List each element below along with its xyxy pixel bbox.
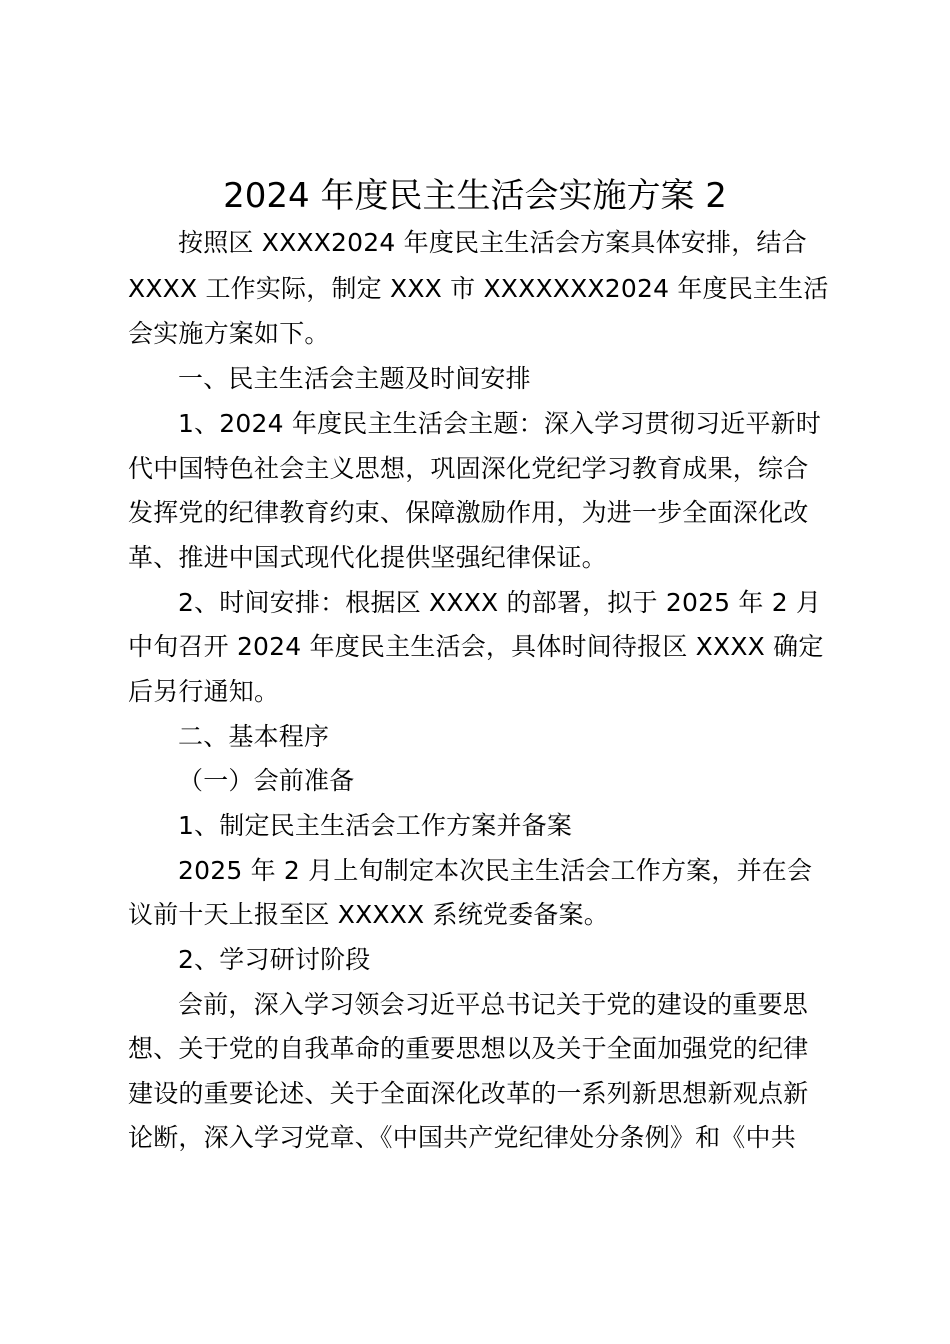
paragraph-line: 1、2024 年度民主生活会主题：深入学习贯彻习近平新时 [178,409,822,438]
paragraph-line: 后另行通知。 [128,677,280,706]
paragraph-line: 2025 年 2 月上旬制定本次民主生活会工作方案，并在会 [178,856,813,885]
paragraph-line: 论断，深入学习党章、《中国共产党纪律处分条例》和《中共 [128,1123,796,1152]
paragraph-line: 革、推进中国式现代化提供坚强纪律保证。 [128,543,607,572]
paragraph-line: 会实施方案如下。 [128,319,330,348]
paragraph-line: 议前十天上报至区 XXXXX 系统党委备案。 [128,900,609,929]
paragraph-line: 代中国特色社会主义思想，巩固深化党纪学习教育成果，综合 [128,454,809,483]
paragraph-line: 按照区 XXXX2024 年度民主生活会方案具体安排，结合 [178,228,807,257]
section-heading: 二、基本程序 [178,722,330,751]
subsection-heading: （一）会前准备 [178,766,355,795]
paragraph-line: 想、关于党的自我革命的重要思想以及关于全面加强党的纪律 [128,1034,809,1063]
document-title: 2024 年度民主生活会实施方案 2 [223,176,727,216]
section-heading: 一、民主生活会主题及时间安排 [178,364,531,393]
paragraph-line: 建设的重要论述、关于全面深化改革的一系列新思想新观点新 [128,1079,809,1108]
item-heading: 1、制定民主生活会工作方案并备案 [178,811,573,840]
paragraph-line: 发挥党的纪律教育约束、保障激励作用，为进一步全面深化改 [128,498,809,527]
paragraph-line: 中旬召开 2024 年度民主生活会，具体时间待报区 XXXX 确定 [128,632,824,661]
paragraph-line: 2、时间安排：根据区 XXXX 的部署，拟于 2025 年 2 月 [178,588,822,617]
item-heading: 2、学习研讨阶段 [178,945,371,974]
paragraph-line: 会前，深入学习领会习近平总书记关于党的建设的重要思 [178,990,809,1019]
paragraph-line: XXXX 工作实际，制定 XXX 市 XXXXXXX2024 年度民主生活 [128,274,829,303]
